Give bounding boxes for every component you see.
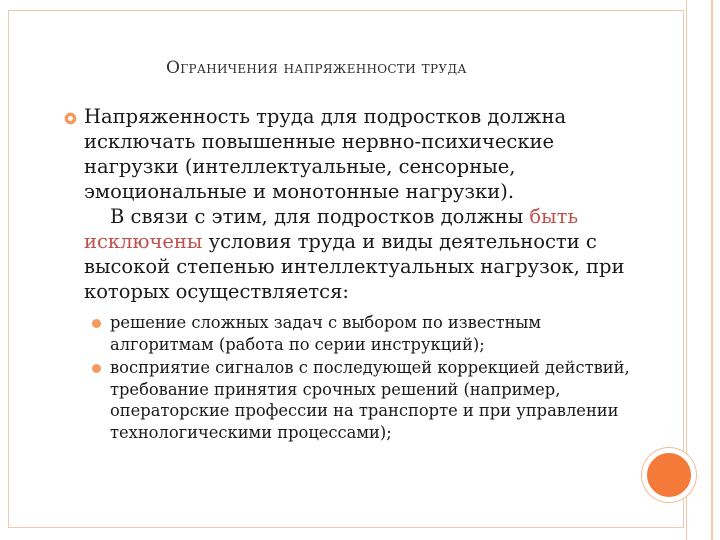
orange-circle-decoration xyxy=(642,448,696,502)
slide-title: Ограничения напряженности труда xyxy=(166,58,467,78)
right-decorative-line xyxy=(712,0,713,540)
list-item-text: восприятие сигналов с последующей коррекцией действий, требование принятия срочных решений (например, операторские профессии на транспорте и при управлении технологическими процессами); xyxy=(110,358,630,442)
list-item xyxy=(92,312,644,355)
orange-circle-bullet-icon xyxy=(64,112,77,125)
slide-content xyxy=(64,104,644,445)
highlighted-phrase: быть исключены xyxy=(84,205,579,253)
paragraph-restrictions-tail: условия труда и виды деятельности с высокой степенью интеллектуальных нагрузок, при которых осуществляется: xyxy=(84,230,625,303)
paragraph-intro: Напряженность труда для подростков должна исключать повышенные нервно-психические нагрузки (интеллектуальные, сенсорные, эмоциональные и монотонные нагрузки). xyxy=(84,105,567,203)
orange-dot-icon xyxy=(92,319,101,328)
list-item xyxy=(92,357,644,443)
list-item-text: решение сложных задач с выбором по известным алгоритмам (работа по серии инструкций); xyxy=(110,313,542,354)
paragraph-restrictions-text: В связи с этим, для подростков должны xyxy=(110,205,530,228)
sub-bullet-list xyxy=(92,312,644,443)
paragraph-restrictions xyxy=(84,204,644,304)
orange-dot-icon xyxy=(92,364,101,373)
